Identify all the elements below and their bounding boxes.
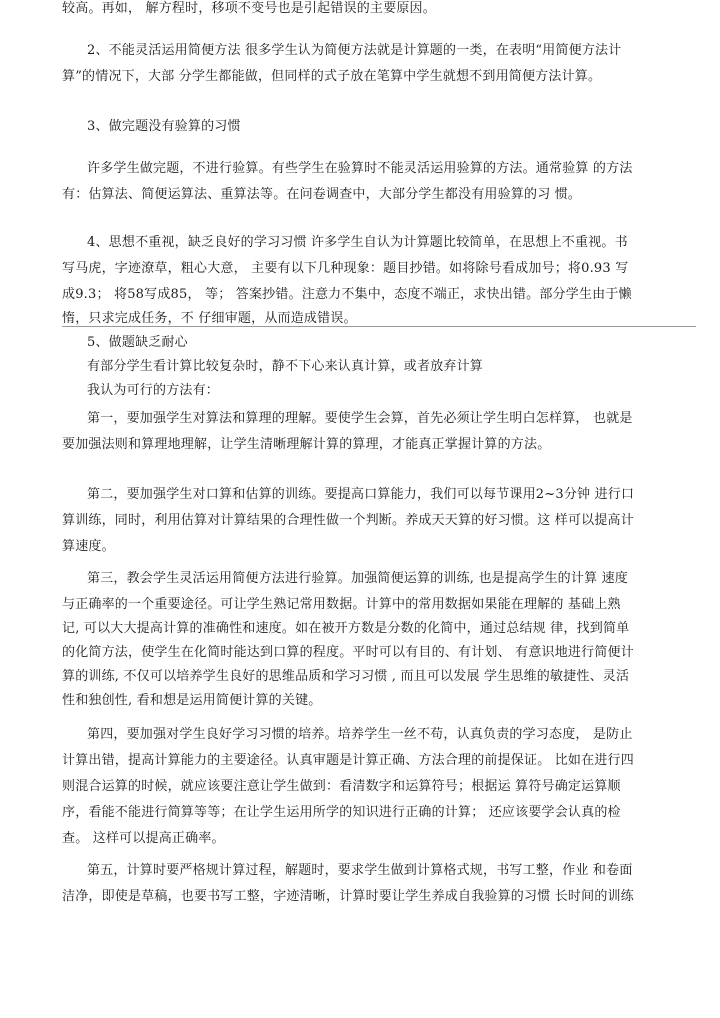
text-line-14: 第一，要加强学生对算法和算理的理解。要使学生会算，首先必须让学生明白怎样算， 也就是 (87, 411, 633, 426)
text-line-25: 第四，要加强对学生良好学习习惯的培养。培养学生一丝不苟，认真负责的学习态度， 是防止 (87, 727, 633, 742)
text-line-23: 算的训练, 不仅可以培养学生良好的思维品质和学习习惯 , 而且可以发展 学生思维的敏捷性、灵活 (62, 669, 630, 684)
text-line-24: 性和独创性, 看和想是运用简便计算的关键。 (62, 693, 322, 708)
text-line-1: 较高。再如， 解方程时，移项不变号也是引起错误的主要原因。 (62, 1, 436, 16)
text-line-13: 我认为可行的方法有： (87, 383, 220, 398)
horizontal-divider (62, 326, 696, 327)
text-line-18: 算速度。 (62, 539, 115, 554)
text-line-17: 算训练，同时，利用估算对计算结果的合理性做一个判断。养成天天算的好习惯。这 样可以提高计 (62, 513, 634, 528)
text-line-27: 则混合运算的时候，就应该要注意让学生做到：看清数字和运算符号；根据运 算符号确定运算顺 (62, 779, 621, 794)
text-line-3: 算”的情况下，大部 分学生都能做，但同样的式子放在笔算中学生就想不到用简便方法计算。 (62, 69, 602, 84)
text-line-20: 与正确率的一个重要途径。可让学生熟记常用数据。计算中的常用数据如果能在理解的 基础上熟 (62, 597, 621, 612)
text-line-29: 查。 这样可以提高正确率。 (62, 831, 225, 846)
text-line-10: 惰，只求完成任务，不 仔细审题，从而造成错误。 (62, 311, 357, 326)
text-line-6: 有：估算法、简便运算法、重算法等。在问卷调查中，大部分学生都没有用验算的习 惯。 (62, 187, 582, 202)
text-line-16: 第二，要加强学生对口算和估算的训练。要提高口算能力，我们可以每节课用2~3分钟 进行口 (87, 487, 635, 502)
text-line-22: 的化简方法，使学生在化简时能达到口算的程度。平时可以有目的、有计划、 有意识地进行简便计 (62, 645, 634, 660)
text-line-12: 有部分学生看计算比较复杂时，静不下心来认真计算，或者放弃计算 (87, 359, 484, 374)
text-line-31: 洁净，即使是草稿，也要书写工整，字迹清晰，计算时要让学生养成自我验算的习惯 长时间的训练 (62, 889, 634, 904)
text-line-28: 序，看能不能进行简算等等；在让学生运用所学的知识进行正确的计算； 还应该要学会认真的检 (62, 805, 621, 820)
text-line-30: 第五，计算时要严格规计算过程，解题时，要求学生做到计算格式规，书写工整，作业 和卷面 (87, 863, 633, 878)
text-line-15: 要加强法则和算理地理解，让学生清晰理解计算的算理，才能真正掌握计算的方法。 (62, 437, 551, 452)
text-line-9: 成9.3； 将58写成85， 等； 答案抄错。注意力不集中，态度不端正，求快出错。部分学生由于懒 (62, 287, 632, 302)
section-heading-3: 3、做完题没有验算的习惯 (87, 119, 241, 134)
text-line-19: 第三，教会学生灵活运用简便方法进行验算。加强简便运算的训练, 也是提高学生的计算 速度 (87, 571, 628, 586)
text-line-7: 4、思想不重视，缺乏良好的学习习惯 许多学生自认为计算题比较简单，在思想上不重视。书 (87, 235, 628, 250)
section-heading-5: 5、做题缺乏耐心 (87, 335, 188, 350)
text-line-8: 写马虎，字迹潦草，粗心大意， 主要有以下几种现象：题目抄错。如将除号看成加号；将0.93 写 (62, 261, 629, 276)
text-line-26: 计算出错，提高计算能力的主要途径。认真审题是计算正确、方法合理的前提保证。 比如在进行四 (62, 753, 634, 768)
text-line-21: 记, 可以大大提高计算的准确性和速度。如在被开方数是分数的化简中，通过总结规 律，找到简单 (62, 621, 630, 636)
text-line-2: 2、不能灵活运用简便方法 很多学生认为简便方法就是计算题的一类，在表明“用简便方法计 (87, 43, 622, 58)
text-line-5: 许多学生做完题，不进行验算。有些学生在验算时不能灵活运用验算的方法。通常验算 的方法 (87, 161, 633, 176)
